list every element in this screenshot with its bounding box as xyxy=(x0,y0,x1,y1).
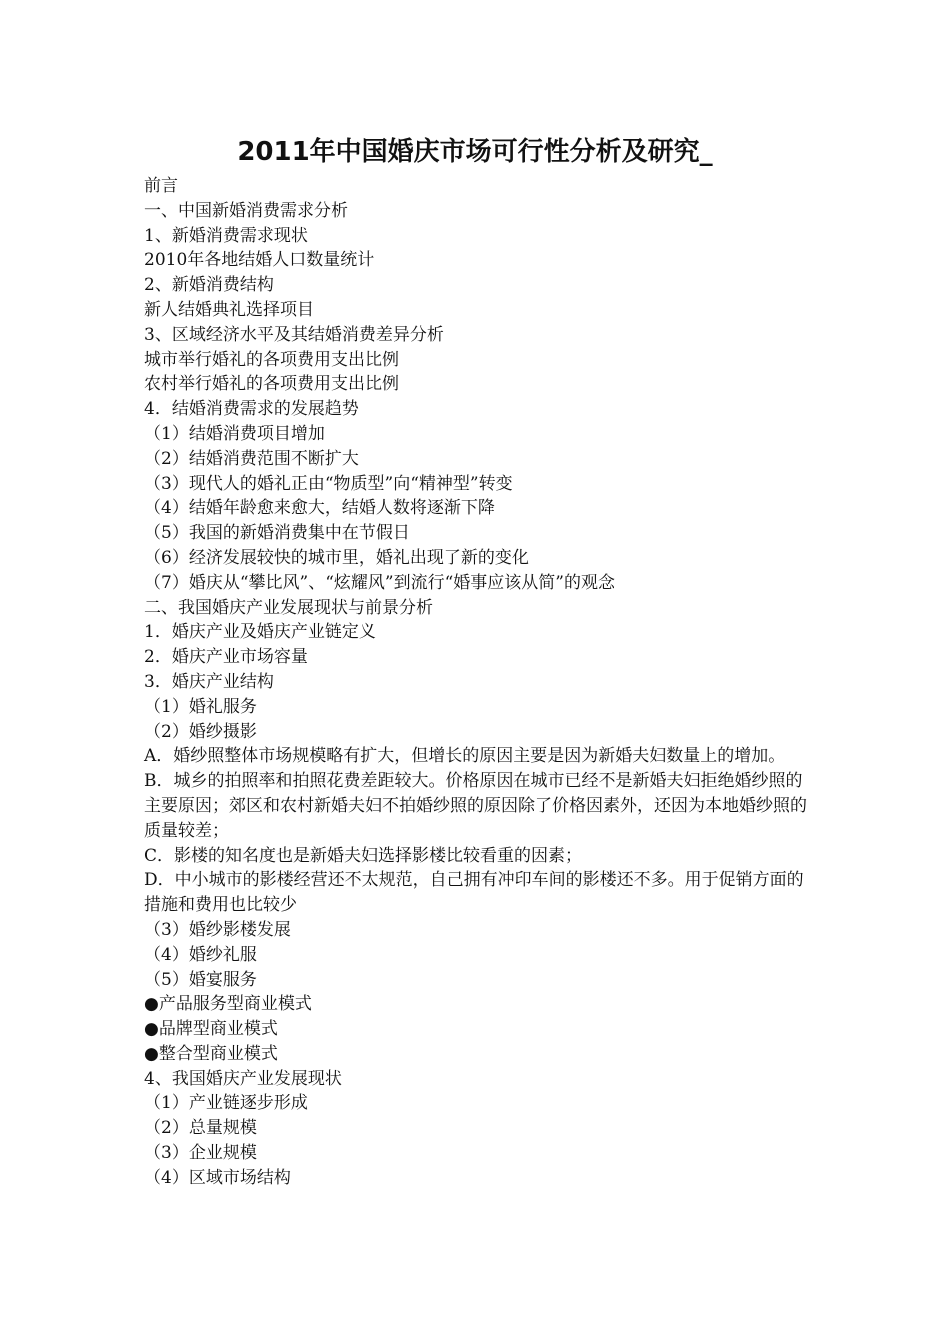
list-item: （7）婚庆从“攀比风”、“炫耀风”到流行“婚事应该从简”的观念 xyxy=(144,572,615,593)
line-preface: 前言 xyxy=(144,176,178,196)
list-item: （4）结婚年龄愈来愈大，结婚人数将逐渐下降 xyxy=(144,498,495,519)
list-item: （5）我国的新婚消费集中在节假日 xyxy=(144,523,410,544)
list-item: （2）结婚消费范围不断扩大 xyxy=(144,448,359,469)
subsection-heading: 1、新婚消费需求现状 xyxy=(144,225,308,246)
text-line: 农村举行婚礼的各项费用支出比例 xyxy=(144,374,399,395)
subsection-heading: 4、我国婚庆产业发展现状 xyxy=(144,1068,342,1089)
list-item: （4）区域市场结构 xyxy=(144,1167,291,1188)
bullet-item: ●整合型商业模式 xyxy=(144,1043,278,1064)
section-heading: 一、中国新婚消费需求分析 xyxy=(144,200,348,221)
subsection-heading: 1．婚庆产业及婚庆产业链定义 xyxy=(144,622,376,643)
subsection-heading: 2．婚庆产业市场容量 xyxy=(144,647,308,668)
list-item: （6）经济发展较快的城市里，婚礼出现了新的变化 xyxy=(144,547,529,568)
subsection-heading: 2、新婚消费结构 xyxy=(144,275,274,296)
text-line: 2010年各地结婚人口数量统计 xyxy=(144,250,375,271)
list-item: （2）总量规模 xyxy=(144,1118,257,1139)
document-body xyxy=(144,174,814,1191)
paragraph: C．影楼的知名度也是新婚夫妇选择影楼比较看重的因素； xyxy=(144,845,583,866)
list-item: （3）现代人的婚礼正由“物质型”向“精神型”转变 xyxy=(144,473,513,494)
text-line: 新人结婚典礼选择项目 xyxy=(144,299,314,320)
bullet-item: ●品牌型商业模式 xyxy=(144,1019,278,1040)
paragraph: B．城乡的拍照率和拍照花费差距较大。价格原因在城市已经不是新婚夫妇拒绝婚纱照的主要原因；郊区和农村新婚夫妇不拍婚纱照的原因除了价格因素外，还因为本地婚纱照的质量较差； xyxy=(144,771,807,841)
subsection-heading: 3、区域经济水平及其结婚消费差异分析 xyxy=(144,324,444,345)
paragraph: A．婚纱照整体市场规模略有扩大，但增长的原因主要是因为新婚夫妇数量上的增加。 xyxy=(144,746,786,767)
list-item: （5）婚宴服务 xyxy=(144,969,257,990)
list-item: （3）企业规模 xyxy=(144,1143,257,1164)
list-item: （1）婚礼服务 xyxy=(144,696,257,717)
subsection-heading: 4．结婚消费需求的发展趋势 xyxy=(144,399,359,420)
section-heading: 二、我国婚庆产业发展现状与前景分析 xyxy=(144,597,433,618)
bullet-item: ●产品服务型商业模式 xyxy=(144,994,312,1015)
list-item: （1）结婚消费项目增加 xyxy=(144,423,325,444)
list-item: （1）产业链逐步形成 xyxy=(144,1093,308,1114)
list-item: （3）婚纱影楼发展 xyxy=(144,919,291,940)
paragraph: D．中小城市的影楼经营还不太规范，自己拥有冲印车间的影楼还不多。用于促销方面的措施和费用也比较少 xyxy=(144,870,804,916)
list-item: （2）婚纱摄影 xyxy=(144,721,257,742)
document-title: 2011年中国婚庆市场可行性分析及研究_ xyxy=(237,137,713,167)
list-item: （4）婚纱礼服 xyxy=(144,944,257,965)
subsection-heading: 3．婚庆产业结构 xyxy=(144,671,274,692)
text-line: 城市举行婚礼的各项费用支出比例 xyxy=(144,349,399,370)
